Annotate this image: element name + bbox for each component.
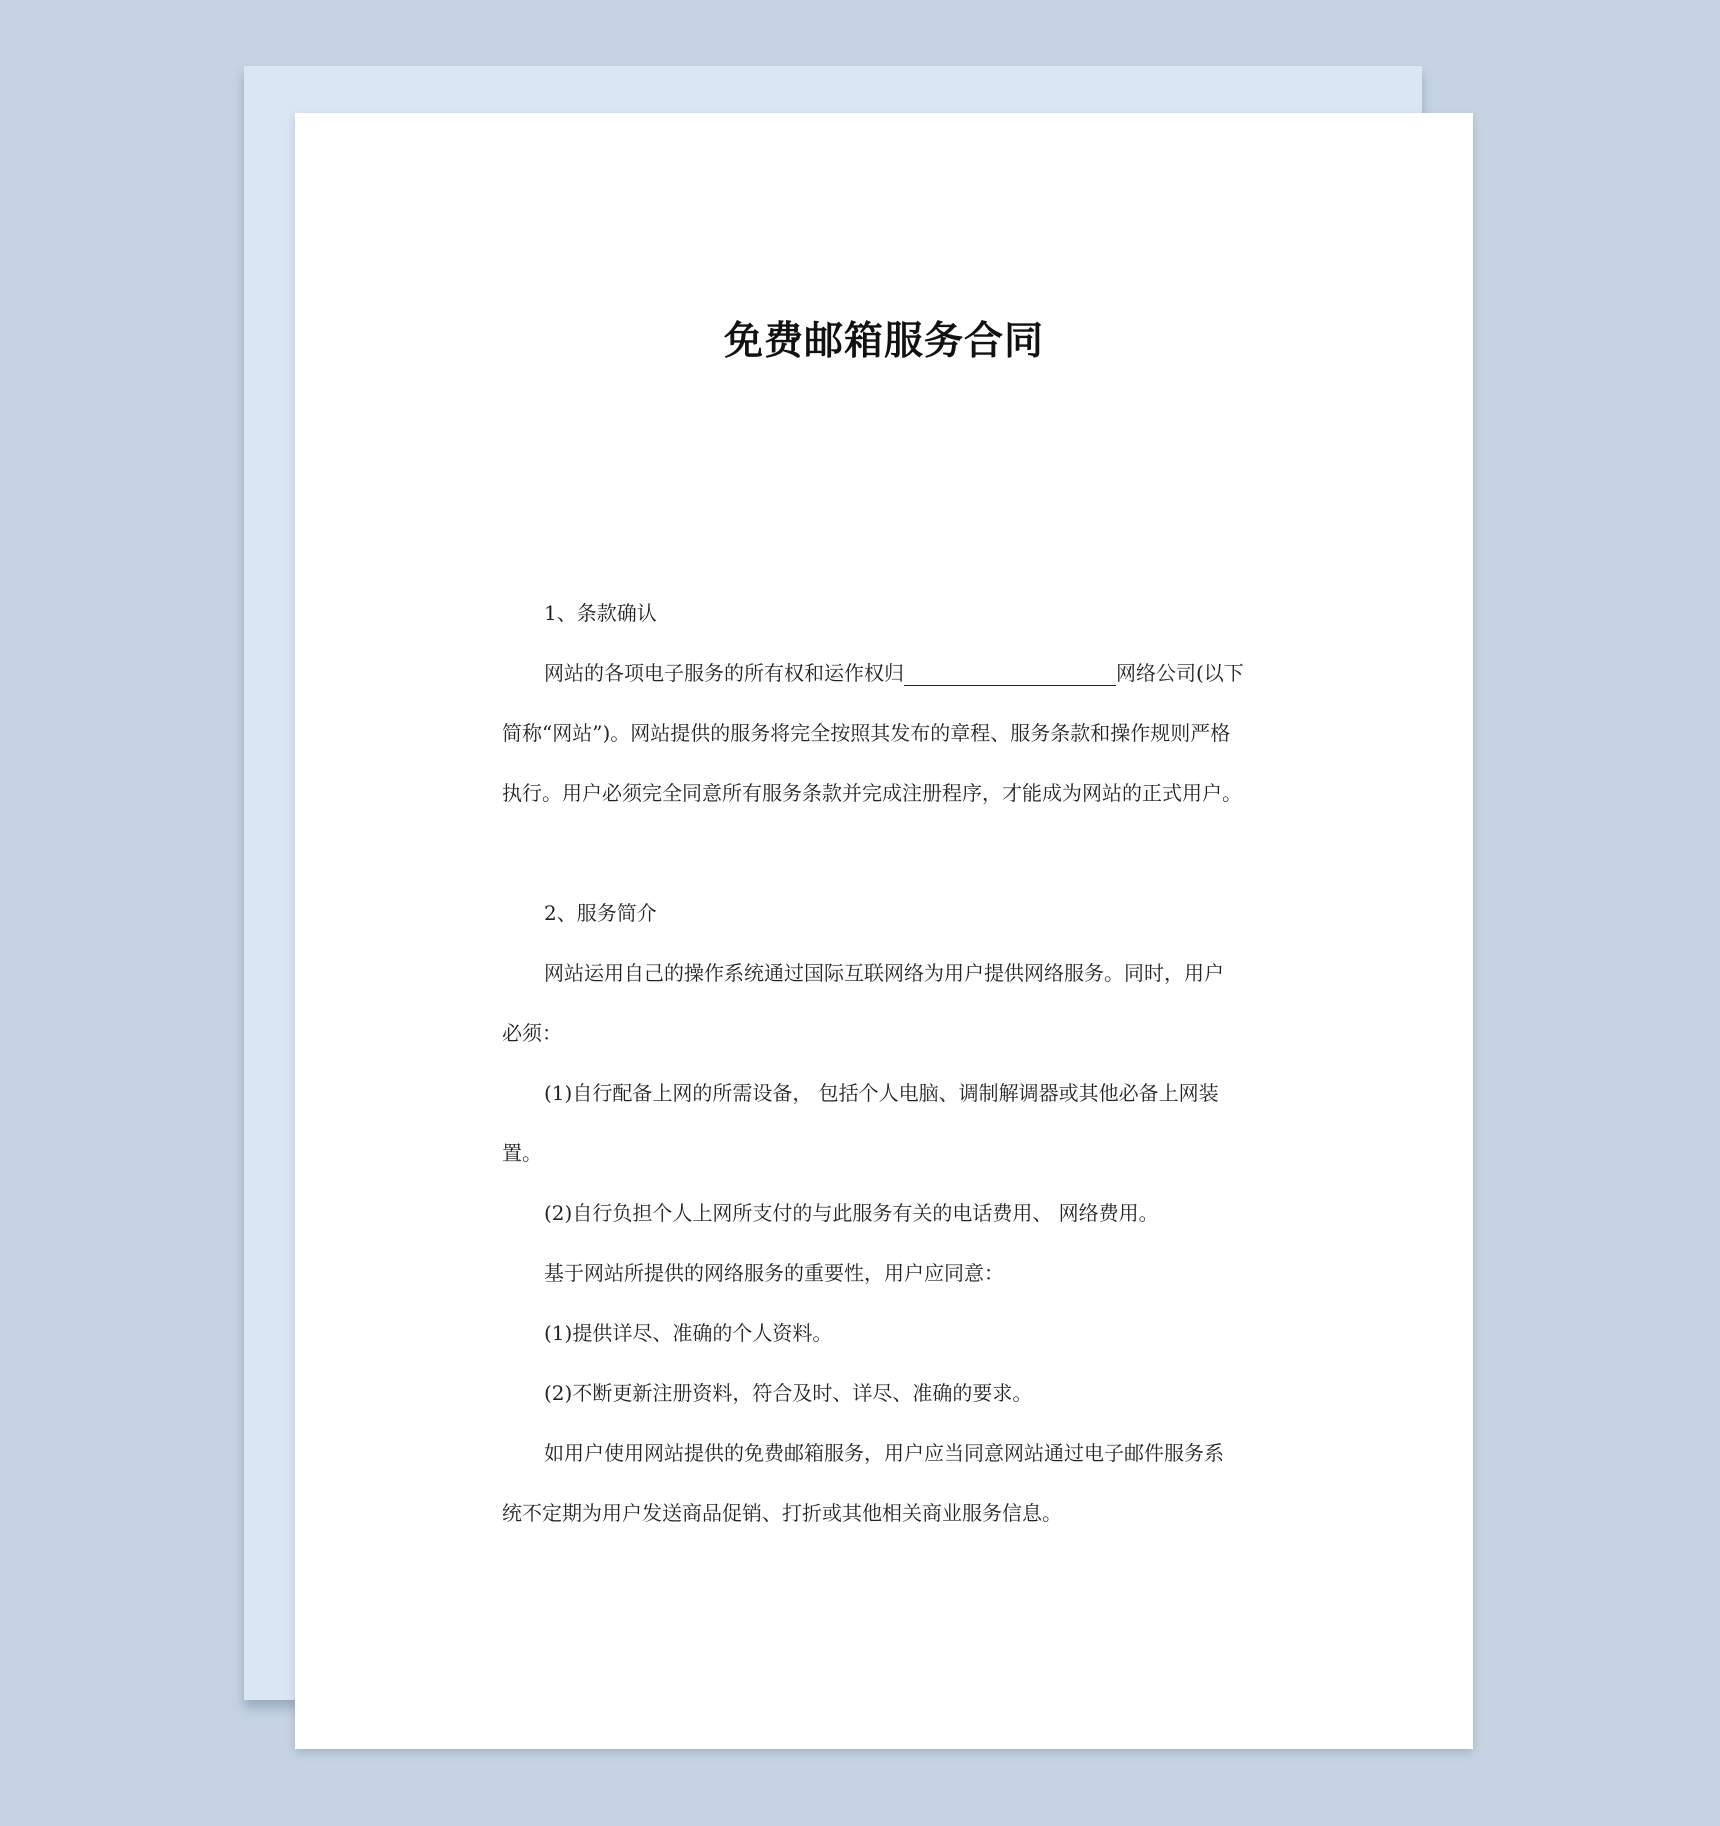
- section-2-heading: 2、服务简介: [544, 901, 657, 925]
- section-2-paragraph-line: 基于网站所提供的网络服务的重要性，用户应同意：: [544, 1261, 1004, 1285]
- agreement-item: (1)提供详尽、准确的个人资料。: [544, 1321, 833, 1345]
- section-2-paragraph-line: 统不定期为用户发送商品促销、打折或其他相关商业服务信息。: [502, 1501, 1062, 1525]
- section-1-paragraph-line: [502, 643, 1267, 703]
- section-2-paragraph-line: 必须：: [502, 1021, 562, 1045]
- document-page: [295, 113, 1473, 1749]
- document-body: [502, 583, 1267, 1543]
- section-2-paragraph-line: 网站运用自己的操作系统通过国际互联网络为用户提供网络服务。同时，用户: [544, 961, 1224, 985]
- text-segment: 网站的各项电子服务的所有权和运作权归: [544, 661, 904, 685]
- text-segment: 网络公司(以下: [1116, 661, 1244, 685]
- section-2-paragraph-line: 如用户使用网站提供的免费邮箱服务，用户应当同意网站通过电子邮件服务系: [544, 1441, 1224, 1465]
- section-1-heading: 1、条款确认: [544, 601, 657, 625]
- section-1-paragraph-line: 执行。用户必须完全同意所有服务条款并完成注册程序，才能成为网站的正式用户。: [502, 781, 1242, 805]
- section-1-paragraph-line: 简称“网站”)。网站提供的服务将完全按照其发布的章程、服务条款和操作规则严格: [502, 721, 1231, 745]
- requirement-item: (2)自行负担个人上网所支付的与此服务有关的电话费用、 网络费用。: [544, 1201, 1159, 1225]
- requirement-item-continuation: 置。: [502, 1141, 542, 1165]
- agreement-item: (2)不断更新注册资料，符合及时、详尽、准确的要求。: [544, 1381, 1033, 1405]
- fill-in-blank: [904, 684, 1116, 686]
- section-spacer: [502, 823, 1267, 883]
- requirement-item: (1)自行配备上网的所需设备， 包括个人电脑、调制解调器或其他必备上网装: [544, 1081, 1219, 1105]
- document-title: 免费邮箱服务合同: [723, 319, 1044, 364]
